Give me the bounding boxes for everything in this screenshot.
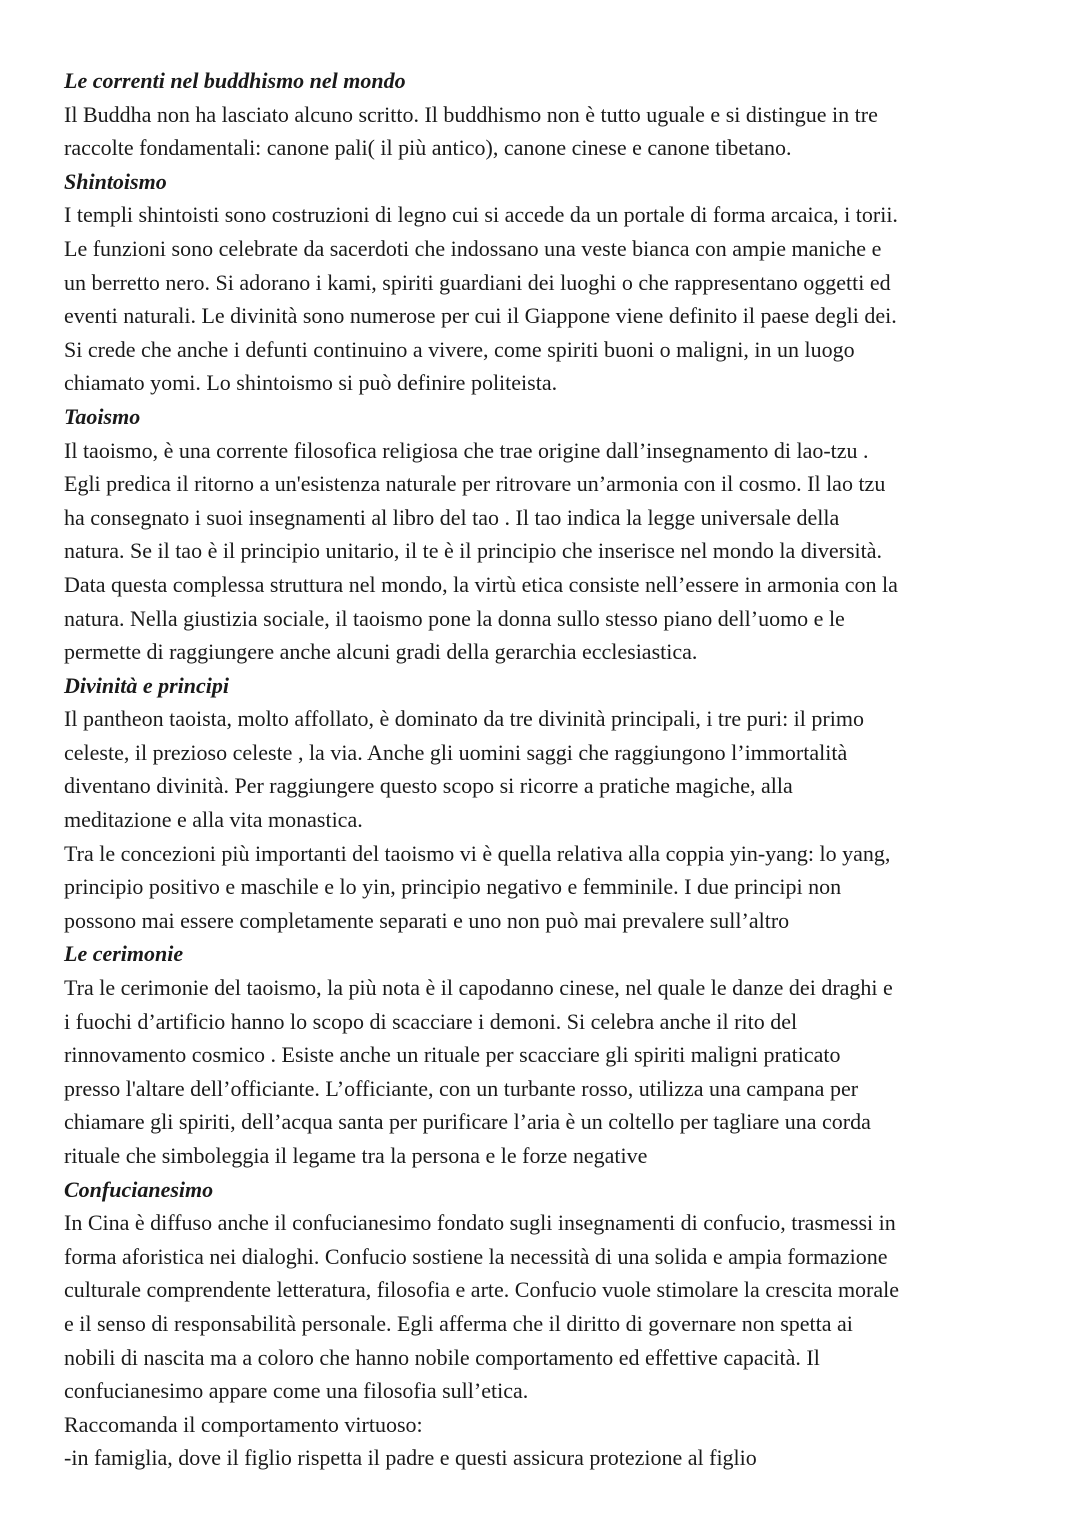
section-heading: Shintoismo bbox=[64, 168, 167, 194]
text-line: Il pantheon taoista, molto affollato, è dominato da tre divinità principali, i tre puri: il primo bbox=[64, 706, 864, 732]
section-heading: Taoismo bbox=[64, 403, 141, 429]
text-line: meditazione e alla vita monastica. bbox=[64, 807, 363, 833]
section-heading: Divinità e principi bbox=[64, 672, 229, 698]
text-line: Il taoismo, è una corrente filosofica religiosa che trae origine dall’insegnamento di lao-tzu . bbox=[64, 437, 869, 463]
text-line: principio positivo e maschile e lo yin, principio negativo e femminile. I due principi non bbox=[64, 874, 842, 900]
text-line: Le funzioni sono celebrate da sacerdoti che indossano una veste bianca con ampie maniche e bbox=[64, 235, 882, 261]
text-line: confucianesimo appare come una filosofia sull’etica. bbox=[64, 1378, 529, 1404]
text-line: rinnovamento cosmico . Esiste anche un rituale per scacciare gli spiriti maligni praticato bbox=[64, 1042, 841, 1068]
text-line: raccolte fondamentali: canone pali( il più antico), canone cinese e canone tibetano. bbox=[64, 135, 792, 161]
text-line: Il Buddha non ha lasciato alcuno scritto. Il buddhismo non è tutto uguale e si distingue in tre bbox=[64, 101, 878, 127]
section-heading: Le correnti nel buddhismo nel mondo bbox=[64, 68, 406, 93]
text-line: possono mai essere completamente separati e uno non può mai prevalere sull’altro bbox=[64, 907, 790, 933]
text-line: Tra le cerimonie del taoismo, la più nota è il capodanno cinese, nel quale le danze dei draghi e bbox=[64, 975, 893, 1001]
text-line: chiamato yomi. Lo shintoismo si può definire politeista. bbox=[64, 370, 558, 396]
text-line: culturale comprendente letteratura, filosofia e arte. Confucio vuole stimolare la crescita morale bbox=[64, 1277, 900, 1303]
text-line: natura. Se il tao è il principio unitario, il te è il principio che inserisce nel mondo la diversità. bbox=[64, 538, 883, 564]
text-line: Data questa complessa struttura nel mondo, la virtù etica consiste nell’essere in armonia con la bbox=[64, 571, 898, 597]
text-line: Si crede che anche i defunti continuino a vivere, come spiriti buoni o maligni, in un luogo bbox=[64, 336, 855, 362]
text-line: diventano divinità. Per raggiungere questo scopo si ricorre a pratiche magiche, alla bbox=[64, 773, 793, 799]
text-line: eventi naturali. Le divinità sono numerose per cui il Giappone viene definito il paese degli dei. bbox=[64, 303, 897, 329]
text-line: permette di raggiungere anche alcuni gradi della gerarchia ecclesiastica. bbox=[64, 639, 698, 665]
text-line: presso l'altare dell’officiante. L’officiante, con un turbante rosso, utilizza una campana per bbox=[64, 1075, 859, 1101]
document-page bbox=[64, 64, 1039, 1475]
text-line: forma aforistica nei dialoghi. Confucio sostiene la necessità di una solida e ampia formazione bbox=[64, 1243, 888, 1269]
text-line: Tra le concezioni più importanti del taoismo vi è quella relativa alla coppia yin-yang: lo yang, bbox=[64, 840, 891, 866]
text-line: In Cina è diffuso anche il confucianesimo fondato sugli insegnamenti di confucio, trasmessi in bbox=[64, 1210, 896, 1236]
text-line: Raccomanda il comportamento virtuoso: bbox=[64, 1411, 423, 1437]
text-line: natura. Nella giustizia sociale, il taoismo pone la donna sullo stesso piano dell’uomo e le bbox=[64, 605, 845, 631]
text-line: e il senso di responsabilità personale. Egli afferma che il diritto di governare non spetta ai bbox=[64, 1310, 853, 1336]
text-line: celeste, il prezioso celeste , la via. Anche gli uomini saggi che raggiungono l’immortalità bbox=[64, 739, 848, 765]
text-line: nobili di nascita ma a coloro che hanno nobile comportamento ed effettive capacità. Il bbox=[64, 1344, 820, 1370]
text-line: chiamare gli spiriti, dell’acqua santa per purificare l’aria è un coltello per tagliare una corda bbox=[64, 1109, 871, 1135]
section-heading: Confucianesimo bbox=[64, 1176, 214, 1202]
text-line: i fuochi d’artificio hanno lo scopo di scacciare i demoni. Si celebra anche il rito del bbox=[64, 1008, 798, 1034]
text-line: un berretto nero. Si adorano i kami, spiriti guardiani dei luoghi o che rappresentano oggetti ed bbox=[64, 269, 891, 295]
text-line: rituale che simboleggia il legame tra la persona e le forze negative bbox=[64, 1143, 648, 1168]
text-line: Egli predica il ritorno a un'esistenza naturale per ritrovare un’armonia con il cosmo. Il lao tzu bbox=[64, 471, 886, 497]
text-line: -in famiglia, dove il figlio rispetta il padre e questi assicura protezione al figlio bbox=[64, 1445, 757, 1471]
text-line: ha consegnato i suoi insegnamenti al libro del tao . Il tao indica la legge universale della bbox=[64, 504, 840, 530]
text-line: I templi shintoisti sono costruzioni di legno cui si accede da un portale di forma arcaica, i torii. bbox=[64, 202, 898, 228]
section-heading: Le cerimonie bbox=[64, 941, 184, 967]
